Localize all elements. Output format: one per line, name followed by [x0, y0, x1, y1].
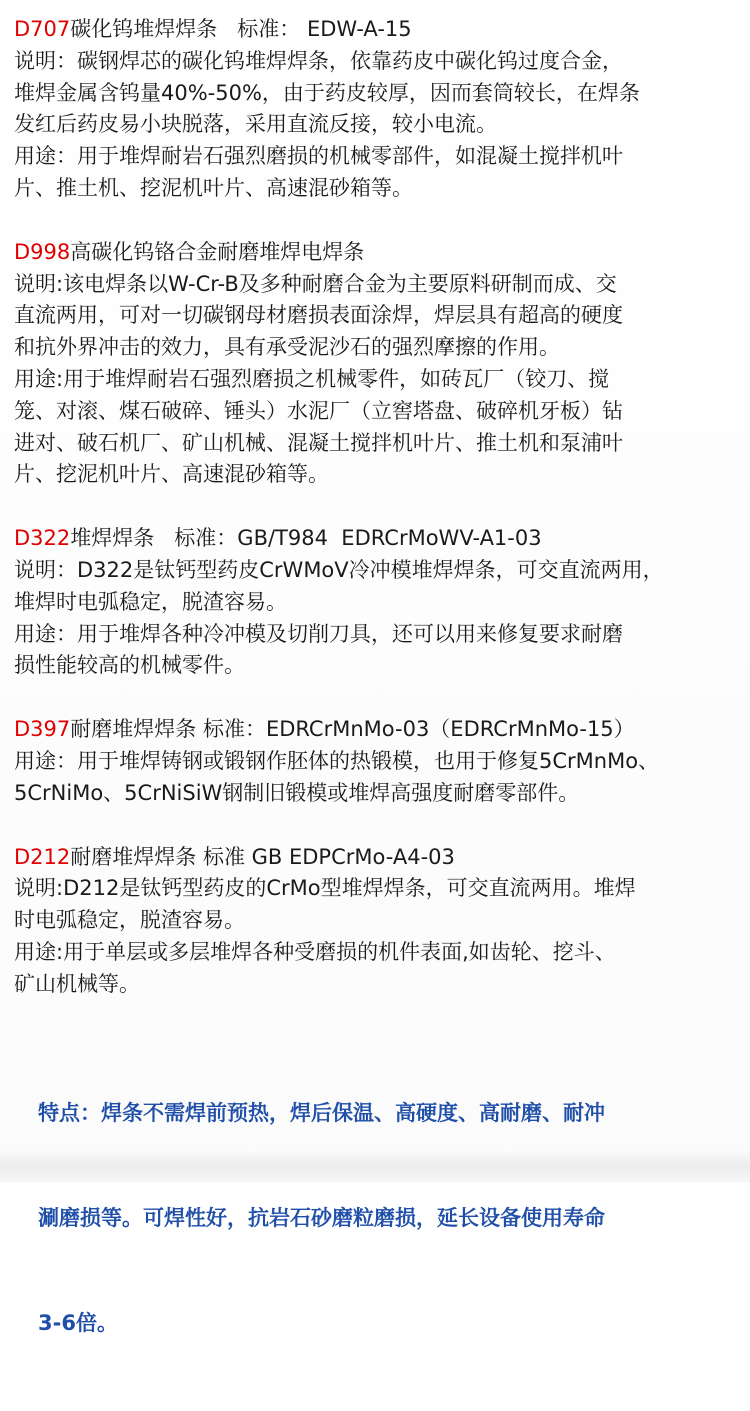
product-code: D212 [14, 844, 71, 869]
text-line: 堆焊时电弧稳定，脱渣容易。 [14, 589, 287, 614]
section-title: 耐磨堆焊焊条 标准：EDRCrMnMo-03（EDRCrMnMo-15） [70, 717, 635, 742]
text-line: 说明:该电焊条以W-Cr-B及多种耐磨合金为主要原料研制而成、交 [14, 271, 617, 296]
text-line: 直流两用，可对一切碳钢母材磨损表面涂焊，焊层具有超高的硬度 [14, 303, 623, 328]
text-line: 损性能较高的机械零件。 [14, 653, 245, 678]
text-line: 片、挖泥机叶片、高速混砂箱等。 [14, 462, 329, 487]
text-line: 时电弧稳定，脱渣容易。 [14, 908, 245, 933]
section-heading [14, 842, 744, 874]
feature-line: 涮磨损等。可焊性好，抗岩石砂磨粒磨损，延长设备使用寿命 [38, 1206, 605, 1230]
text-line: 说明：碳钢焊芯的碳化钨堆焊焊条，依靠药皮中碳化钨过度合金， [14, 48, 623, 73]
text-line: 用途：用于堆焊耐岩石强烈磨损的机械零部件，如混凝土搅拌机叶 [14, 144, 623, 169]
product-code: D322 [14, 526, 71, 551]
section-title: 耐磨堆焊焊条 标准 GB EDPCrMo-A4-03 [70, 844, 455, 869]
product-code: D998 [14, 239, 71, 264]
text-line: 5CrNiMo、5CrNiSiW钢制旧锻模或堆焊高强度耐磨零部件。 [14, 780, 580, 805]
section-title: 碳化钨堆焊焊条 标准： EDW-A-15 [70, 17, 412, 41]
section-heading [14, 237, 744, 269]
section-d707 [14, 14, 744, 205]
text-line: 用途:用于单层或多层堆焊各种受磨损的机件表面,如齿轮、挖斗、 [14, 939, 616, 964]
text-line: 矿山机械等。 [14, 971, 140, 996]
text-line: 笼、对滚、煤石破碎、锤头）水泥厂（立窖塔盘、破碎机牙板）钻 [14, 398, 623, 423]
section-d998 [14, 237, 744, 491]
section-heading [14, 714, 744, 746]
sections-container [14, 14, 744, 1033]
text-line: 堆焊金属含钨量40%-50%，由于药皮较厚，因而套筒较长，在焊条 [14, 80, 640, 105]
text-line: 进对、破石机厂、矿山机械、混凝土搅拌机叶片、推土机和泵浦叶 [14, 430, 623, 455]
section-title: 高碳化钨铬合金耐磨堆焊电焊条 [70, 239, 365, 264]
product-code: D397 [14, 717, 71, 742]
feature-line: 3-6倍。 [38, 1311, 118, 1335]
text-line: 用途：用于堆焊铸钢或锻钢作胚体的热锻模，也用于修复5CrMnMo、 [14, 748, 660, 773]
text-line: 说明：D322是钛钙型药皮CrWMoV冷冲模堆焊焊条，可交直流两用， [14, 557, 664, 582]
section-heading [14, 523, 744, 555]
section-d212 [14, 842, 744, 1001]
section-heading [14, 14, 744, 46]
feature-line: 特点：焊条不需焊前预热，焊后保温、高硬度、高耐磨、耐冲 [38, 1101, 605, 1125]
section-d322 [14, 523, 744, 682]
section-d397 [14, 714, 744, 809]
text-line: 发红后药皮易小块脱落，采用直流反接，较小电流。 [14, 112, 497, 137]
product-code: D707 [14, 17, 71, 41]
text-line: 用途:用于堆焊耐岩石强烈磨损之机械零件，如砖瓦厂（铰刀、搅 [14, 366, 610, 391]
text-line: 用途：用于堆焊各种冷冲模及切削刀具，还可以用来修复要求耐磨 [14, 621, 623, 646]
text-line: 和抗外界冲击的效力，具有承受泥沙石的强烈摩擦的作用。 [14, 335, 560, 360]
section-title: 堆焊焊条 标准：GB/T984 EDRCrMoWV-A1-03 [70, 526, 542, 551]
feature-summary [38, 1026, 728, 1411]
text-line: 说明:D212是钛钙型药皮的CrMo型堆焊焊条，可交直流两用。堆焊 [14, 876, 636, 901]
text-line: 片、推土机、挖泥机叶片、高速混砂箱等。 [14, 175, 413, 200]
